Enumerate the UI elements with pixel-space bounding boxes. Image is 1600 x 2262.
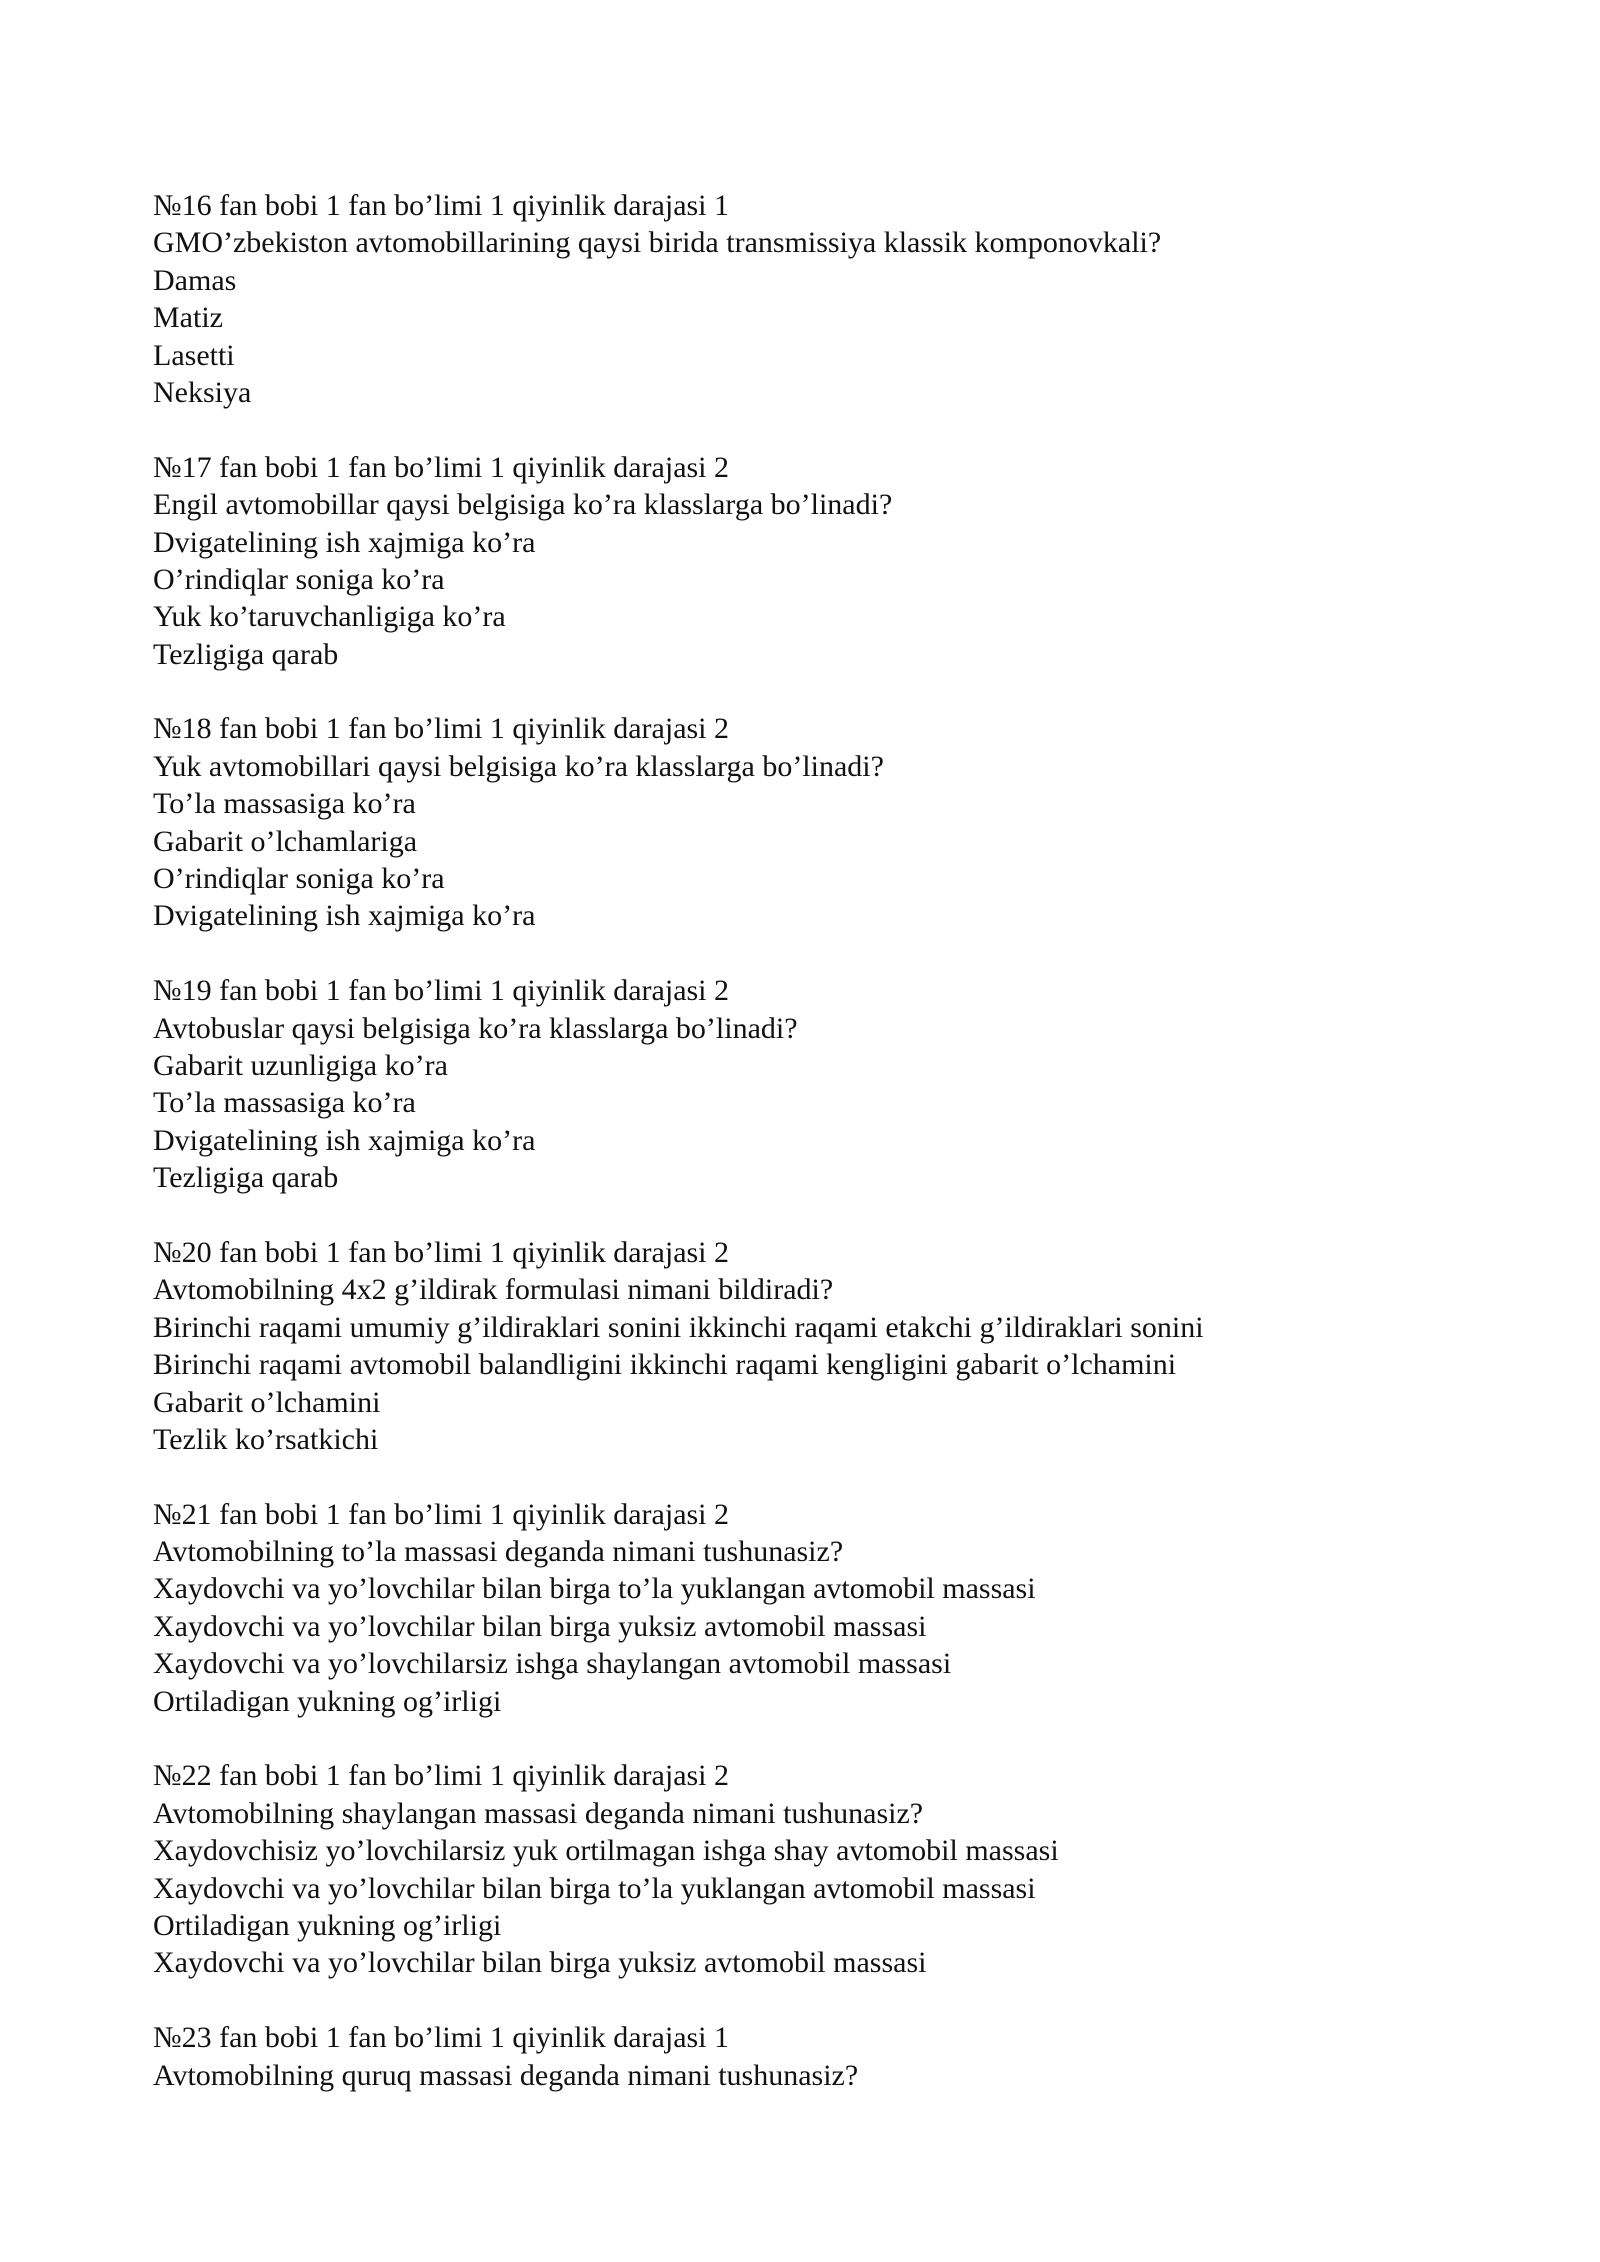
answer-option: To’la massasiga ko’ra	[153, 787, 416, 821]
question-text: Avtomobilning 4x2 g’ildirak formulasi nimani bildiradi?	[153, 1273, 834, 1307]
answer-option: O’rindiqlar soniga ko’ra	[153, 562, 445, 596]
answer-option: Xaydovchi va yo’lovchilar bilan birga to’la yuklangan avtomobil massasi	[153, 1572, 1036, 1606]
question-header: №17 fan bobi 1 fan bo’limi 1 qiyinlik darajasi 2	[153, 450, 730, 484]
question-text: Avtomobilning quruq massasi deganda nimani tushunasiz?	[153, 2058, 859, 2092]
question-block-18	[153, 710, 1513, 934]
question-text: GMO’zbekiston avtomobillarining qaysi birida transmissiya klassik komponovkali?	[153, 226, 1162, 260]
question-header: №16 fan bobi 1 fan bo’limi 1 qiyinlik darajasi 1	[153, 189, 730, 222]
question-text: Yuk avtomobillari qaysi belgisiga ko’ra klasslarga bo’linadi?	[153, 749, 884, 783]
question-block-20	[153, 1234, 1513, 1458]
answer-option: Xaydovchi va yo’lovchilar bilan birga to’la yuklangan avtomobil massasi	[153, 1871, 1036, 1905]
answer-option: Gabarit o’lchamini	[153, 1385, 381, 1419]
answer-option: Lasetti	[153, 338, 235, 372]
answer-option: Tezligiga qarab	[153, 637, 339, 671]
question-header: №22 fan bobi 1 fan bo’limi 1 qiyinlik darajasi 2	[153, 1759, 730, 1793]
document-page	[153, 187, 1513, 2094]
answer-option: O’rindiqlar soniga ko’ra	[153, 862, 445, 896]
answer-option: Xaydovchisiz yo’lovchilarsiz yuk ortilmagan ishga shay avtomobil massasi	[153, 1834, 1059, 1868]
answer-option: Xaydovchi va yo’lovchilar bilan birga yuksiz avtomobil massasi	[153, 1609, 927, 1643]
question-header: №19 fan bobi 1 fan bo’limi 1 qiyinlik darajasi 2	[153, 974, 730, 1008]
question-text: Avtobuslar qaysi belgisiga ko’ra klasslarga bo’linadi?	[153, 1011, 798, 1045]
answer-option: Gabarit uzunligiga ko’ra	[153, 1048, 448, 1082]
answer-option: Gabarit o’lchamlariga	[153, 824, 418, 858]
answer-option: Xaydovchi va yo’lovchilarsiz ishga shaylangan avtomobil massasi	[153, 1647, 952, 1681]
question-text: Engil avtomobillar qaysi belgisiga ko’ra klasslarga bo’linadi?	[153, 488, 893, 522]
answer-option: Tezlik ko’rsatkichi	[153, 1422, 379, 1456]
answer-option: Dvigatelining ish xajmiga ko’ra	[153, 525, 536, 559]
question-header: №20 fan bobi 1 fan bo’limi 1 qiyinlik darajasi 2	[153, 1235, 730, 1269]
answer-option: Xaydovchi va yo’lovchilar bilan birga yuksiz avtomobil massasi	[153, 1946, 927, 1980]
answer-option: Dvigatelining ish xajmiga ko’ra	[153, 1123, 536, 1157]
question-block-17	[153, 449, 1513, 673]
question-block-16	[153, 187, 1513, 411]
question-header: №21 fan bobi 1 fan bo’limi 1 qiyinlik darajasi 2	[153, 1497, 730, 1531]
answer-option: Damas	[153, 263, 237, 297]
question-block-22	[153, 1757, 1513, 1981]
answer-option: Tezligiga qarab	[153, 1161, 339, 1195]
answer-option: Yuk ko’taruvchanligiga ko’ra	[153, 600, 506, 634]
answer-option: Neksiya	[153, 375, 252, 409]
question-header: №18 fan bobi 1 fan bo’limi 1 qiyinlik darajasi 2	[153, 712, 730, 746]
question-block-21	[153, 1496, 1513, 1720]
question-text: Avtomobilning to’la massasi deganda nimani tushunasiz?	[153, 1535, 844, 1569]
answer-option: To’la massasiga ko’ra	[153, 1086, 416, 1120]
answer-option: Matiz	[153, 301, 223, 335]
question-block-19	[153, 972, 1513, 1196]
answer-option: Birinchi raqami umumiy g’ildiraklari sonini ikkinchi raqami etakchi g’ildiraklari sonini	[153, 1310, 1204, 1344]
answer-option: Dvigatelining ish xajmiga ko’ra	[153, 899, 536, 933]
answer-option: Ortiladigan yukning og’irligi	[153, 1908, 502, 1942]
question-header: №23 fan bobi 1 fan bo’limi 1 qiyinlik darajasi 1	[153, 2021, 730, 2055]
answer-option: Birinchi raqami avtomobil balandligini ikkinchi raqami kengligini gabarit o’lchamini	[153, 1348, 1177, 1382]
question-text: Avtomobilning shaylangan massasi deganda nimani tushunasiz?	[153, 1796, 924, 1830]
question-block-23	[153, 2019, 1513, 2094]
answer-option: Ortiladigan yukning og’irligi	[153, 1684, 502, 1718]
